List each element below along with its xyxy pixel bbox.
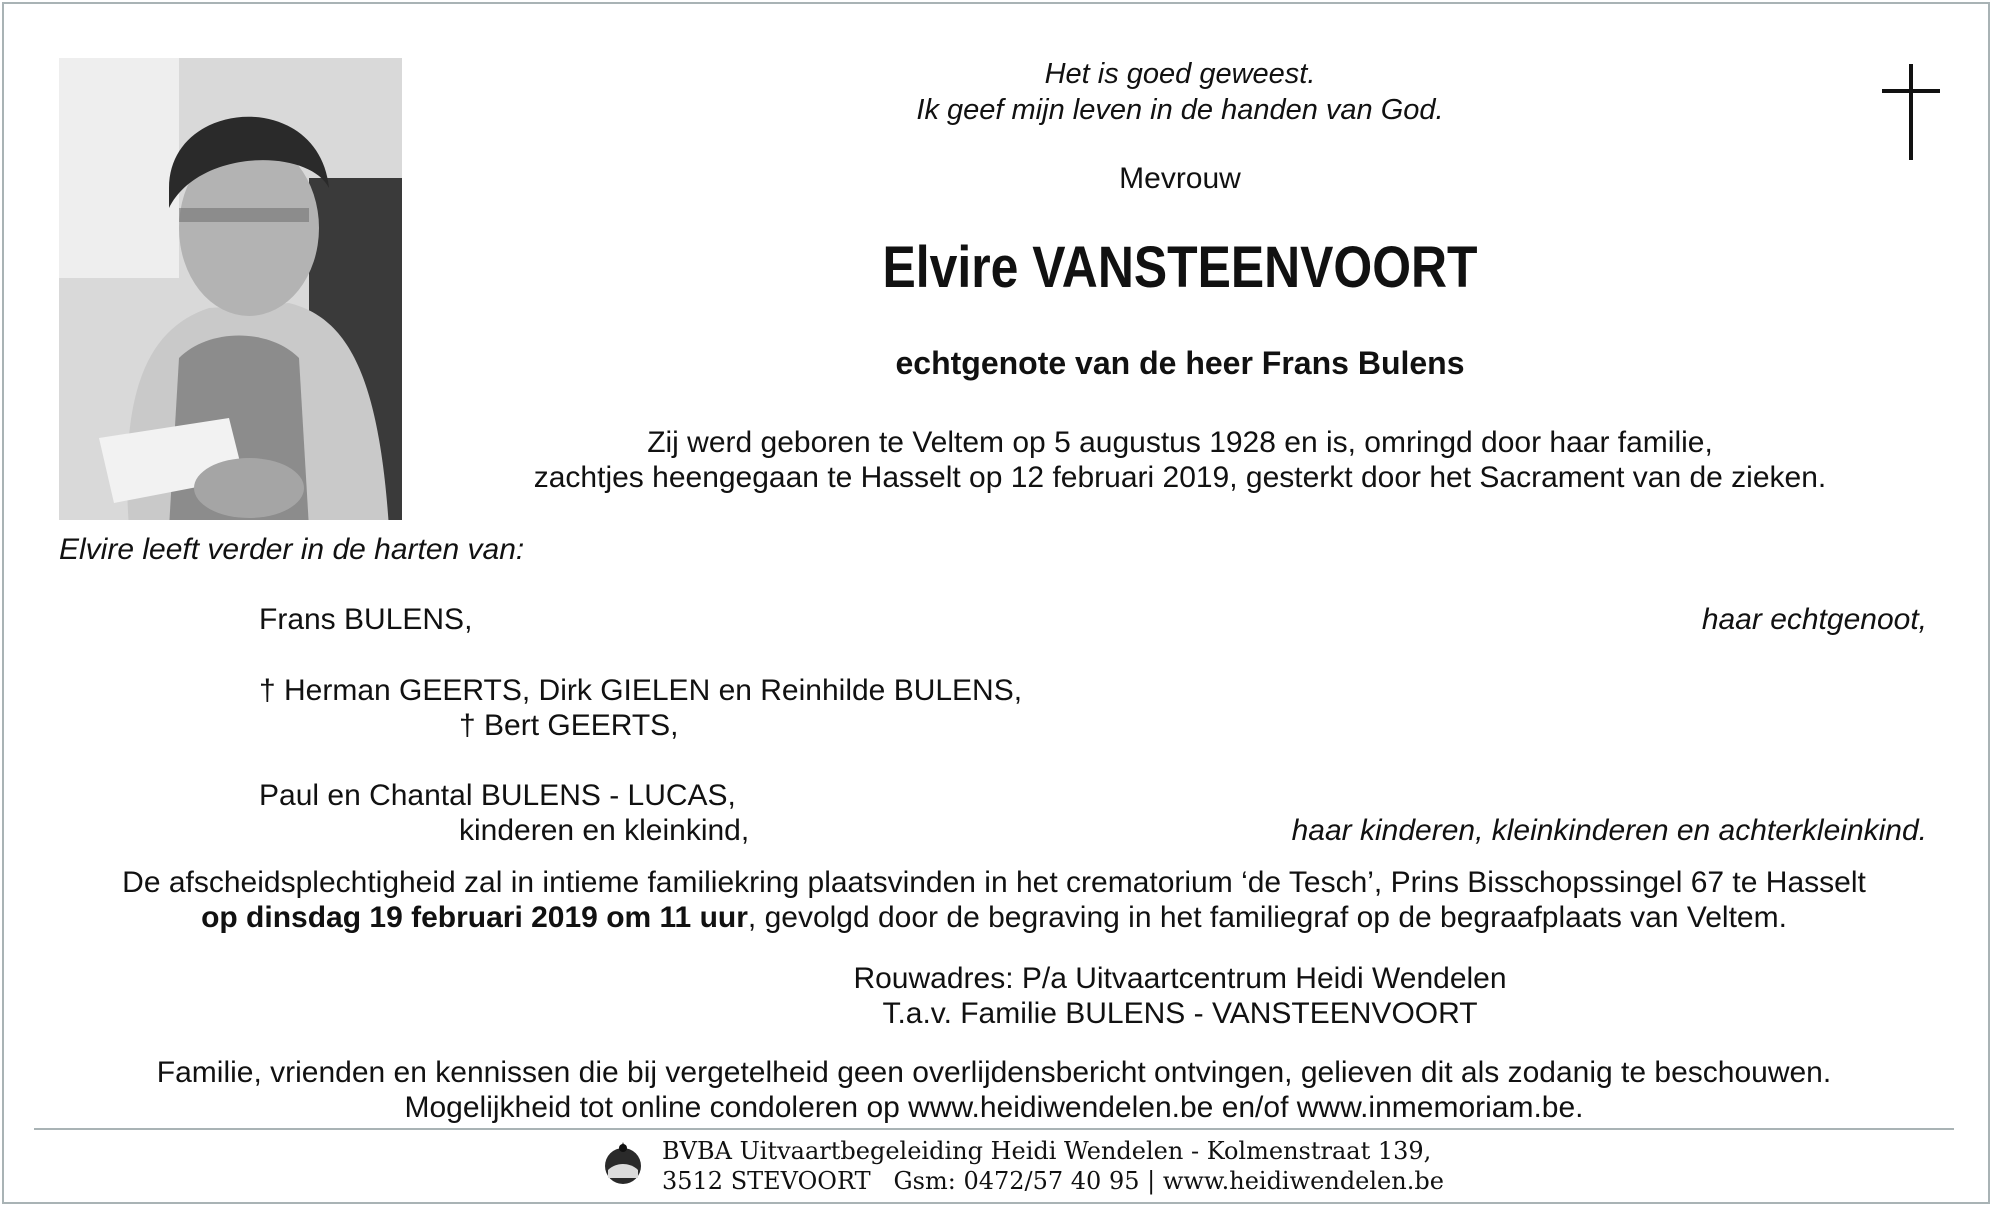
- ceremony-date: op dinsdag 19 februari 2019 om 11 uur: [201, 901, 748, 934]
- ceremony-rest: , gevolgd door de begraving in het familiegraf op de begraafplaats van Veltem.: [747, 901, 1787, 934]
- ceremony-line-2: [34, 901, 1954, 935]
- birth-line-2: zachtjes heengegaan te Hasselt op 12 februari 2019, gesterkt door het Sacrament van de zieken.: [533, 461, 1827, 494]
- address-line-1: Rouwadres: P/a Uitvaartcentrum Heidi Wendelen: [853, 962, 1507, 995]
- address-line-2: T.a.v. Familie BULENS - VANSTEENVOORT: [882, 997, 1478, 1030]
- birth-line-1: Zij werd geboren te Veltem op 5 augustus 1928 en is, omringd door haar familie,: [647, 426, 1713, 459]
- closing-line-2: Mogelijkheid tot online condoleren op www.heidiwendelen.be en/of www.inmemoriam.be.: [404, 1091, 1584, 1124]
- footer-divider: [34, 1128, 1954, 1130]
- footer-line-1: BVBA Uitvaartbegeleiding Heidi Wendelen - Kolmenstraat 139,: [662, 1137, 1432, 1165]
- cross-icon: [1882, 64, 1940, 160]
- title-prefix: Mevrouw: [1119, 162, 1241, 195]
- family-grand-role: haar kinderen, kleinkinderen en achterkleinkind.: [1291, 814, 1927, 847]
- deceased-name: Elvire VANSTEENVOORT: [882, 235, 1478, 300]
- footer-line-2: 3512 STEVOORT Gsm: 0472/57 40 95 | www.heidiwendelen.be: [662, 1167, 1444, 1195]
- family-children-line-1: † Herman GEERTS, Dirk GIELEN en Reinhilde BULENS,: [259, 674, 1023, 707]
- family-grand-line-2: kinderen en kleinkind,: [459, 814, 750, 847]
- family-children-line-2: † Bert GEERTS,: [459, 709, 679, 742]
- family-grand-line-1: Paul en Chantal BULENS - LUCAS,: [259, 779, 736, 812]
- hearts-intro: Elvire leeft verder in de harten van:: [59, 533, 525, 566]
- funeral-home-logo: [602, 1140, 644, 1186]
- deceased-portrait-photo: [59, 58, 402, 520]
- motto-line-1: Het is goed geweest.: [1044, 58, 1316, 90]
- ceremony-line-1: De afscheidsplechtigheid zal in intieme familiekring plaatsvinden in het crematorium ‘de Tesch’, Prins Bisschopssingel 67 te Hasselt: [122, 866, 1866, 899]
- spouse-line: echtgenote van de heer Frans Bulens: [895, 345, 1465, 381]
- motto-line-2: Ik geef mijn leven in de handen van God.: [916, 94, 1444, 126]
- family-spouse-role: haar echtgenoot,: [1701, 603, 1927, 636]
- family-spouse-name: Frans BULENS,: [259, 603, 473, 636]
- closing-line-1: Familie, vrienden en kennissen die bij vergetelheid geen overlijdensbericht ontvingen, gelieven dit als zodanig te beschouwen.: [156, 1056, 1832, 1089]
